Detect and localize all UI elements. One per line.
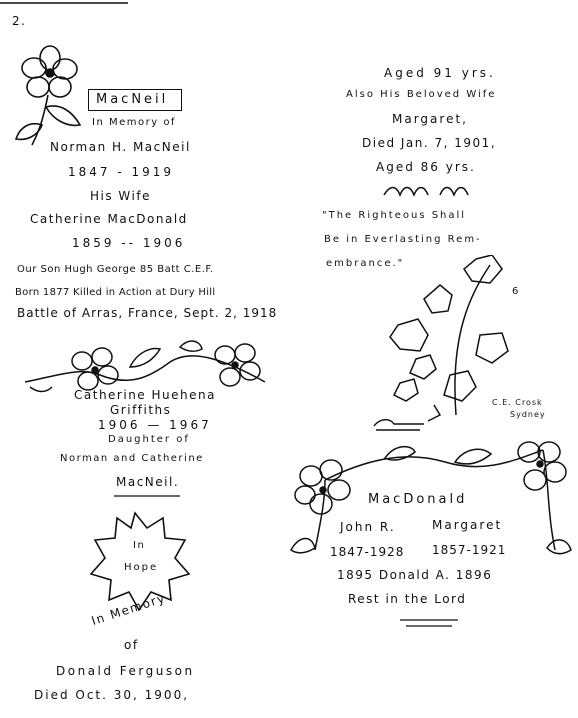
catherine-macneil: MacNeil. [116, 475, 180, 489]
daughter-of: Daughter of [108, 434, 190, 445]
in-memory-arc: In Memory [89, 590, 168, 628]
ferguson-of: of [124, 638, 139, 652]
macdonald-title: MacDonald [368, 492, 468, 507]
macdonald-john: John R. [340, 520, 396, 534]
flower-ornament-icon [10, 45, 100, 155]
ferguson-name: Donald Ferguson [56, 664, 195, 678]
underline-squiggle [110, 492, 190, 502]
years-catherine: 1859 -- 1906 [72, 236, 186, 250]
macdonald-years-left: 1847-1928 [330, 545, 405, 559]
page-number: 2. [12, 14, 27, 28]
years-norman: 1847 - 1919 [68, 165, 175, 179]
son-born-killed: Born 1877 Killed in Action at Dury Hill [15, 287, 216, 298]
artist-signature-2: Sydney [510, 410, 546, 419]
macdonald-years-right: 1857-1921 [432, 543, 507, 557]
leaf-number: 6 [512, 286, 520, 297]
hope-leaf-hope: Hope [124, 562, 159, 573]
parents-names: Norman and Catherine [60, 453, 204, 464]
name-margaret: Margaret, [392, 112, 468, 126]
macdonald-child: 1895 Donald A. 1896 [337, 568, 493, 582]
aged-86: Aged 86 yrs. [376, 160, 476, 174]
aged-91: Aged 91 yrs. [384, 66, 496, 80]
quote-line-2: Be in Everlasting Rem- [324, 234, 482, 245]
name-norman: Norman H. MacNeil [50, 140, 191, 154]
quote-line-3: embrance." [326, 258, 405, 269]
quote-line-1: "The Righteous Shall [322, 210, 467, 221]
catherine-huehena-years: 1906 — 1967 [98, 418, 212, 432]
scroll-flourish-icon [370, 414, 430, 434]
his-wife: His Wife [90, 189, 151, 203]
macdonald-margaret: Margaret [432, 518, 503, 532]
name-catherine: Catherine MacDonald [30, 212, 188, 226]
in-memory-line: In Memory of [92, 117, 176, 128]
beloved-wife: Also His Beloved Wife [346, 89, 497, 100]
small-scroll-ornament-icon [380, 183, 490, 203]
bottom-double-rule [398, 617, 468, 629]
surname-banner: MacNeil [96, 92, 169, 107]
battle-line: Battle of Arras, France, Sept. 2, 1918 [17, 306, 278, 320]
artist-signature-1: C.E. Crosk [492, 398, 543, 407]
died-jan: Died Jan. 7, 1901, [362, 136, 497, 150]
macdonald-rest: Rest in the Lord [348, 592, 467, 606]
top-rule [0, 0, 578, 12]
son-hugh: Our Son Hugh George 85 Batt C.E.F. [17, 264, 214, 275]
catherine-huehena-name: Catherine Huehena [74, 388, 216, 402]
ferguson-died: Died Oct. 30, 1900, [34, 688, 190, 702]
catherine-huehena-surname: Griffiths [110, 403, 172, 417]
hope-leaf-in: In [133, 540, 146, 551]
